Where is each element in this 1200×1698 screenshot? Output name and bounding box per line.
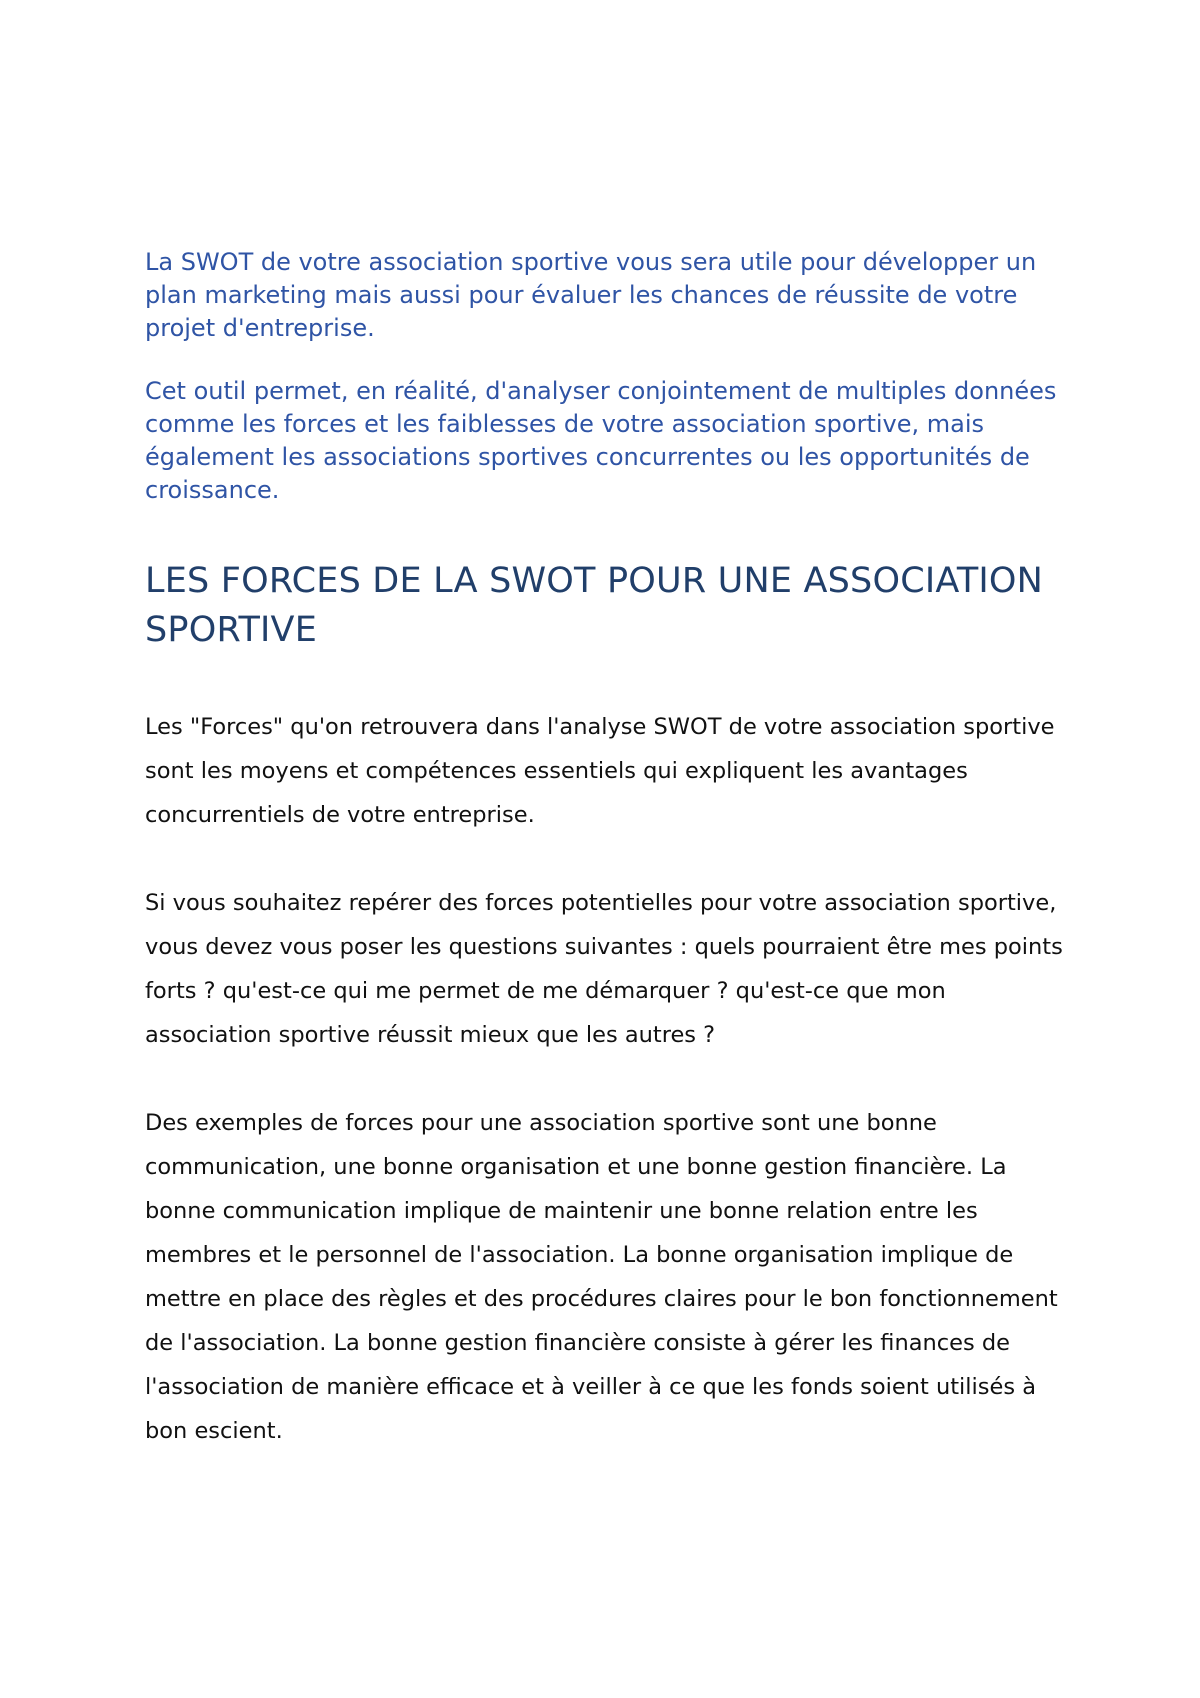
intro-paragraph-1: La SWOT de votre association sportive vous sera utile pour développer un plan marketing mais aussi pour évaluer les chances de réussite de votre projet d'entreprise. [145,248,1037,342]
document-content [145,246,1075,1453]
section-heading: LES FORCES DE LA SWOT POUR UNE ASSOCIATION SPORTIVE [145,561,1044,650]
section-body [145,705,1075,1453]
body-paragraph-2: Si vous souhaitez repérer des forces potentielles pour votre association sportive, vous devez vous poser les questions suivantes : quels pourraient être mes points forts ? qu'est-ce qui me permet de me démarquer ? qu'est-ce que mon association sportive réussit mieux que les autres ? [145,890,1063,1048]
intro-block [145,246,1075,507]
body-paragraph-1: Les "Forces" qu'on retrouvera dans l'analyse SWOT de votre association sportive sont les moyens et compétences essentiels qui expliquent les avantages concurrentiels de votre entreprise. [145,714,1055,828]
intro-paragraph-2: Cet outil permet, en réalité, d'analyser conjointement de multiples données comme les forces et les faiblesses de votre association sportive, mais également les associations sportives concurrentes ou les opportunités de croissance. [145,377,1057,504]
body-paragraph-3: Des exemples de forces pour une association sportive sont une bonne communication, une bonne organisation et une bonne gestion financière. La bonne communication implique de maintenir une bonne relation entre les membres et le personnel de l'association. La bonne organisation implique de mettre en place des règles et des procédures claires pour le bon fonctionnement de l'association. La bonne gestion financière consiste à gérer les finances de l'association de manière efficace et à veiller à ce que les fonds soient utilisés à bon escient. [145,1110,1058,1444]
